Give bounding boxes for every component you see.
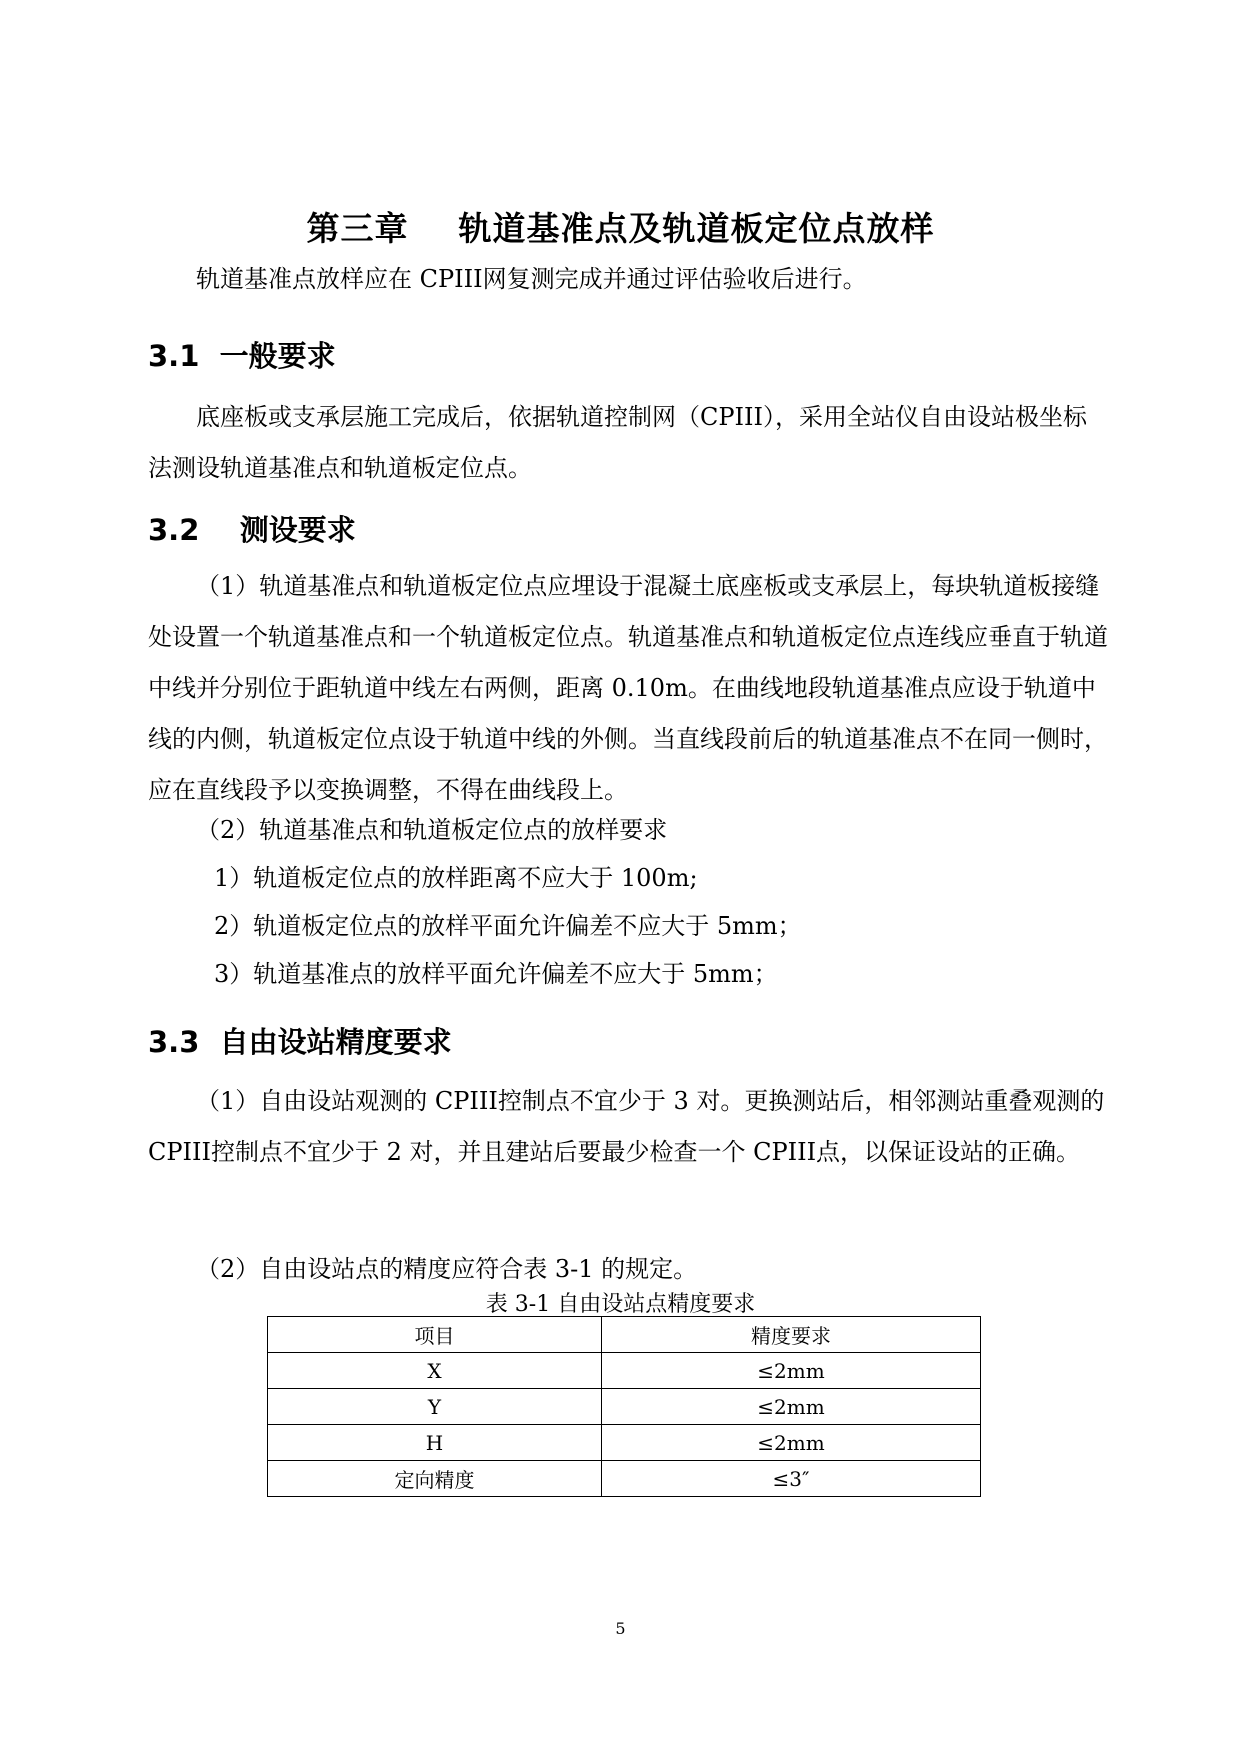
table-caption: 表 3-1 自由设站点精度要求	[485, 1292, 756, 1317]
table-row	[268, 1389, 981, 1425]
table-row	[268, 1353, 981, 1389]
table-row	[268, 1425, 981, 1461]
table-cell: 定向精度	[268, 1461, 602, 1497]
section-3-2-heading: 3.2 测设要求	[148, 513, 356, 547]
section-3-3-paragraph-2: （2）自由设站点的精度应符合表 3-1 的规定。	[196, 1255, 698, 1283]
section-3-2-paragraph-2: （2）轨道基准点和轨道板定位点的放样要求	[196, 816, 668, 844]
precision-table	[267, 1316, 981, 1497]
page-number: 5	[615, 1619, 626, 1638]
table-cell: H	[268, 1425, 602, 1461]
table-cell: Y	[268, 1389, 602, 1425]
table-row	[268, 1461, 981, 1497]
table-cell: X	[268, 1353, 602, 1389]
table-header-row	[268, 1317, 981, 1353]
section-3-3-heading: 3.3 自由设站精度要求	[148, 1025, 452, 1059]
list-item: 3）轨道基准点的放样平面允许偏差不应大于 5mm；	[214, 960, 778, 988]
section-3-3-paragraph-1: （1）自由设站观测的 CPIII控制点不宜少于 3 对。更换测站后，相邻测站重叠观测的 CPIII控制点不宜少于 2 对，并且建站后要最少检查一个 CPIII点，以保证设站的正确。	[148, 1087, 1105, 1166]
table-cell: ≤2mm	[602, 1353, 981, 1389]
table-cell: ≤3″	[602, 1461, 981, 1497]
list-item: 2）轨道板定位点的放样平面允许偏差不应大于 5mm；	[214, 912, 802, 940]
section-3-2-paragraph-1: （1）轨道基准点和轨道板定位点应埋设于混凝土底座板或支承层上，每块轨道板接缝处设置一个轨道基准点和一个轨道板定位点。轨道基准点和轨道板定位点连线应垂直于轨道中线并分别位于距轨道中线左右两侧，距离 0.10m。在曲线地段轨道基准点应设于轨道中线的内侧，轨道板定位点设于轨道中线的外侧。当直线段前后的轨道基准点不在同一侧时，应在直线段予以变换调整，不得在曲线段上。	[148, 572, 1108, 804]
intro-paragraph: 轨道基准点放样应在 CPIII网复测完成并通过评估验收后进行。	[196, 265, 867, 293]
chapter-title: 第三章 轨道基准点及轨道板定位点放样	[306, 209, 935, 248]
table-header-cell: 项目	[268, 1317, 602, 1353]
table-cell: ≤2mm	[602, 1389, 981, 1425]
list-item: 1）轨道板定位点的放样距离不应大于 100m;	[214, 864, 698, 892]
table-header-cell: 精度要求	[602, 1317, 981, 1353]
section-3-1-heading: 3.1 一般要求	[148, 339, 336, 373]
table-cell: ≤2mm	[602, 1425, 981, 1461]
section-3-1-paragraph: 底座板或支承层施工完成后，依据轨道控制网（CPIII），采用全站仪自由设站极坐标法测设轨道基准点和轨道板定位点。	[148, 403, 1087, 482]
